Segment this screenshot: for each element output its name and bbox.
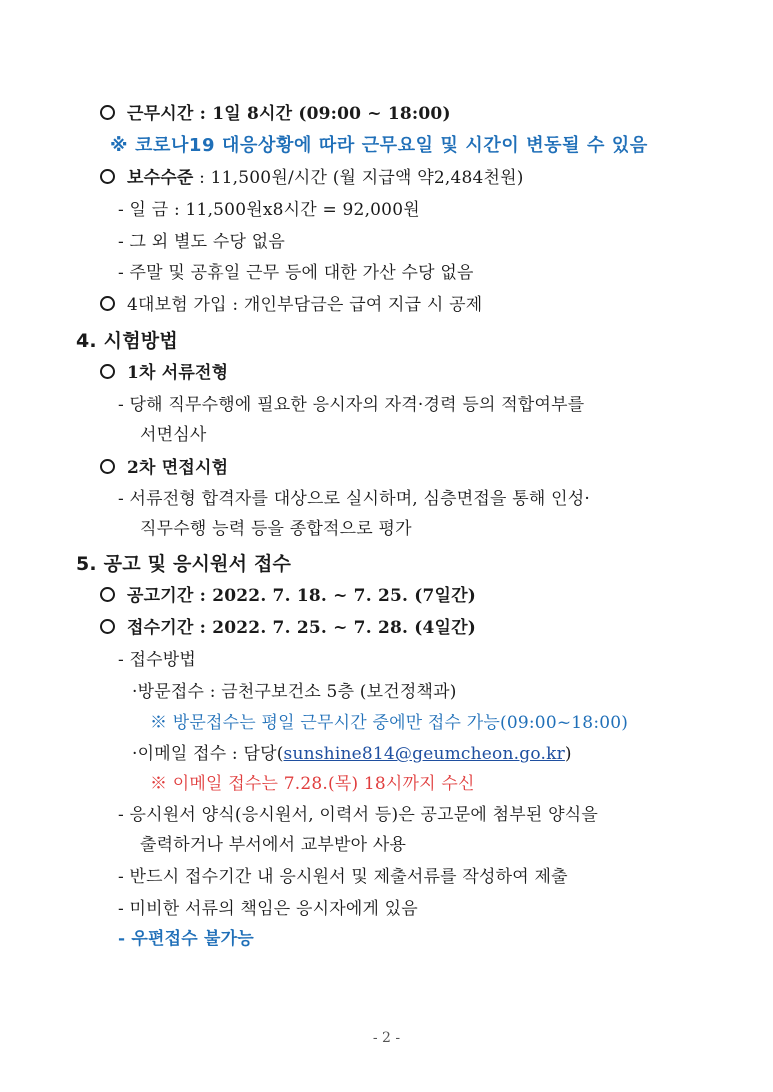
form-line1: - 응시원서 양식(응시원서, 이력서 등)은 공고문에 첨부된 양식을 [118, 805, 598, 825]
email-receipt [132, 743, 572, 765]
no-mail-receipt: - 우편접수 불가능 [118, 929, 254, 949]
receipt-method: - 접수방법 [118, 650, 197, 670]
pay-item [100, 167, 524, 189]
email-close: ) [564, 744, 572, 764]
receipt-period-item [100, 617, 476, 639]
circle-bullet-icon [100, 169, 115, 184]
circle-bullet-icon [100, 105, 115, 120]
must-submit: - 반드시 접수기간 내 응시원서 및 제출서류를 작성하여 제출 [118, 867, 568, 887]
responsibility: - 미비한 서류의 책임은 응시자에게 있음 [118, 899, 418, 919]
stage2-item [100, 457, 228, 479]
circle-bullet-icon [100, 619, 115, 634]
pay-label: 보수수준 [127, 168, 194, 188]
notice-period-text: 공고기간 : 2022. 7. 18. ~ 7. 25. (7일간) [127, 586, 476, 606]
form-line2: 출력하거나 부서에서 교부받아 사용 [140, 835, 407, 855]
stage1-title: 1차 서류전형 [127, 363, 229, 383]
insurance-item [100, 294, 482, 316]
email-link[interactable]: sunshine814@geumcheon.go.kr [283, 744, 565, 764]
circle-bullet-icon [100, 459, 115, 474]
section-4-heading: 4. 시험방법 [76, 330, 178, 352]
stage2-desc-line1: - 서류전형 합격자를 대상으로 실시하며, 심층면접을 통해 인성· [118, 489, 590, 509]
stage1-desc-line1: - 당해 직무수행에 필요한 응시자의 자격·경력 등의 적합여부를 [118, 395, 585, 415]
work-hours-text: 근무시간 : 1일 8시간 (09:00 ~ 18:00) [127, 104, 451, 124]
circle-bullet-icon [100, 364, 115, 379]
no-allowance: - 그 외 별도 수당 없음 [118, 232, 285, 252]
page-number: - 2 - [372, 1030, 401, 1046]
stage2-title: 2차 면접시험 [127, 458, 229, 478]
work-hours-item [100, 103, 451, 125]
receipt-period-text: 접수기간 : 2022. 7. 25. ~ 7. 28. (4일간) [127, 618, 476, 638]
daily-wage: - 일 금 : 11,500원x8시간 = 92,000원 [118, 200, 420, 220]
email-note: ※ 이메일 접수는 7.28.(목) 18시까지 수신 [150, 774, 475, 794]
circle-bullet-icon [100, 587, 115, 602]
email-label: ·이메일 접수 : 담당( [132, 744, 284, 764]
notice-period-item [100, 585, 476, 607]
visit-note: ※ 방문접수는 평일 근무시간 중에만 접수 가능(09:00~18:00) [150, 713, 629, 733]
stage1-desc-line2: 서면심사 [140, 425, 207, 445]
visit-receipt: ·방문접수 : 금천구보건소 5층 (보건정책과) [132, 682, 457, 702]
stage1-item [100, 362, 228, 384]
covid-note: ※ 코로나19 대응상황에 따라 근무요일 및 시간이 변동될 수 있음 [110, 135, 648, 156]
stage2-desc-line2: 직무수행 능력 등을 종합적으로 평가 [140, 519, 412, 539]
section-5-heading: 5. 공고 및 응시원서 접수 [76, 553, 292, 575]
no-extra-allowance: - 주말 및 공휴일 근무 등에 대한 가산 수당 없음 [118, 263, 474, 283]
insurance-text: 4대보험 가입 : 개인부담금은 급여 지급 시 공제 [127, 295, 483, 315]
pay-value: : 11,500원/시간 (월 지급액 약2,484천원) [193, 168, 524, 188]
circle-bullet-icon [100, 296, 115, 311]
